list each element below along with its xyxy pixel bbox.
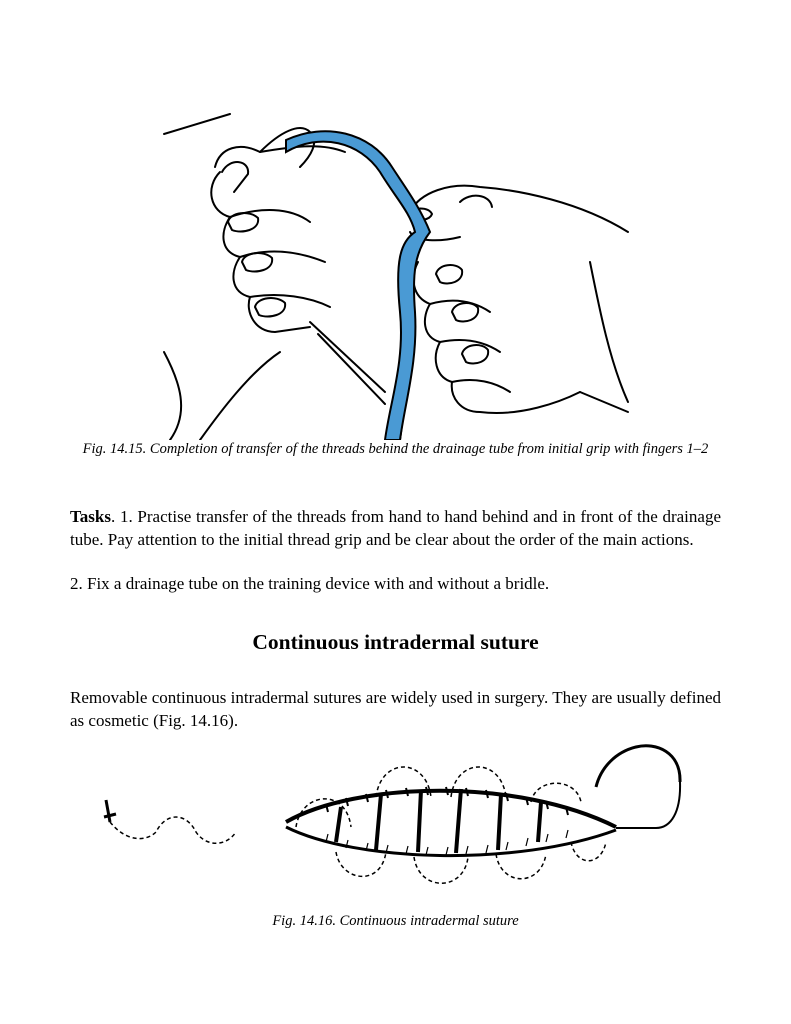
figure-14-15-caption: Fig. 14.15. Completion of transfer of the threads behind the drainage tube from initial grip with fingers 1–2 [82, 441, 709, 457]
tasks-paragraph [70, 506, 721, 551]
section-heading: Continuous intradermal suture [252, 630, 539, 654]
figure-14-16-illustration [96, 742, 692, 900]
intro-paragraph: Removable continuous intradermal sutures are widely used in surgery. They are usually defined as cosmetic (Fig. 14.16). [70, 688, 721, 730]
figure-14-16-caption: Fig. 14.16. Continuous intradermal suture [272, 913, 519, 929]
drainage-tube [286, 131, 430, 440]
tasks-item-2: 2. Fix a drainage tube on the training device with and without a bridle. [70, 574, 550, 593]
tasks-label: Tasks [70, 507, 111, 526]
figure-14-15-illustration [160, 112, 630, 440]
tasks-text: . 1. Practise transfer of the threads from hand to hand behind and in front of the drainage tube. Pay attention to the initial thread grip and be clear about the order of the main actions. [70, 507, 721, 549]
